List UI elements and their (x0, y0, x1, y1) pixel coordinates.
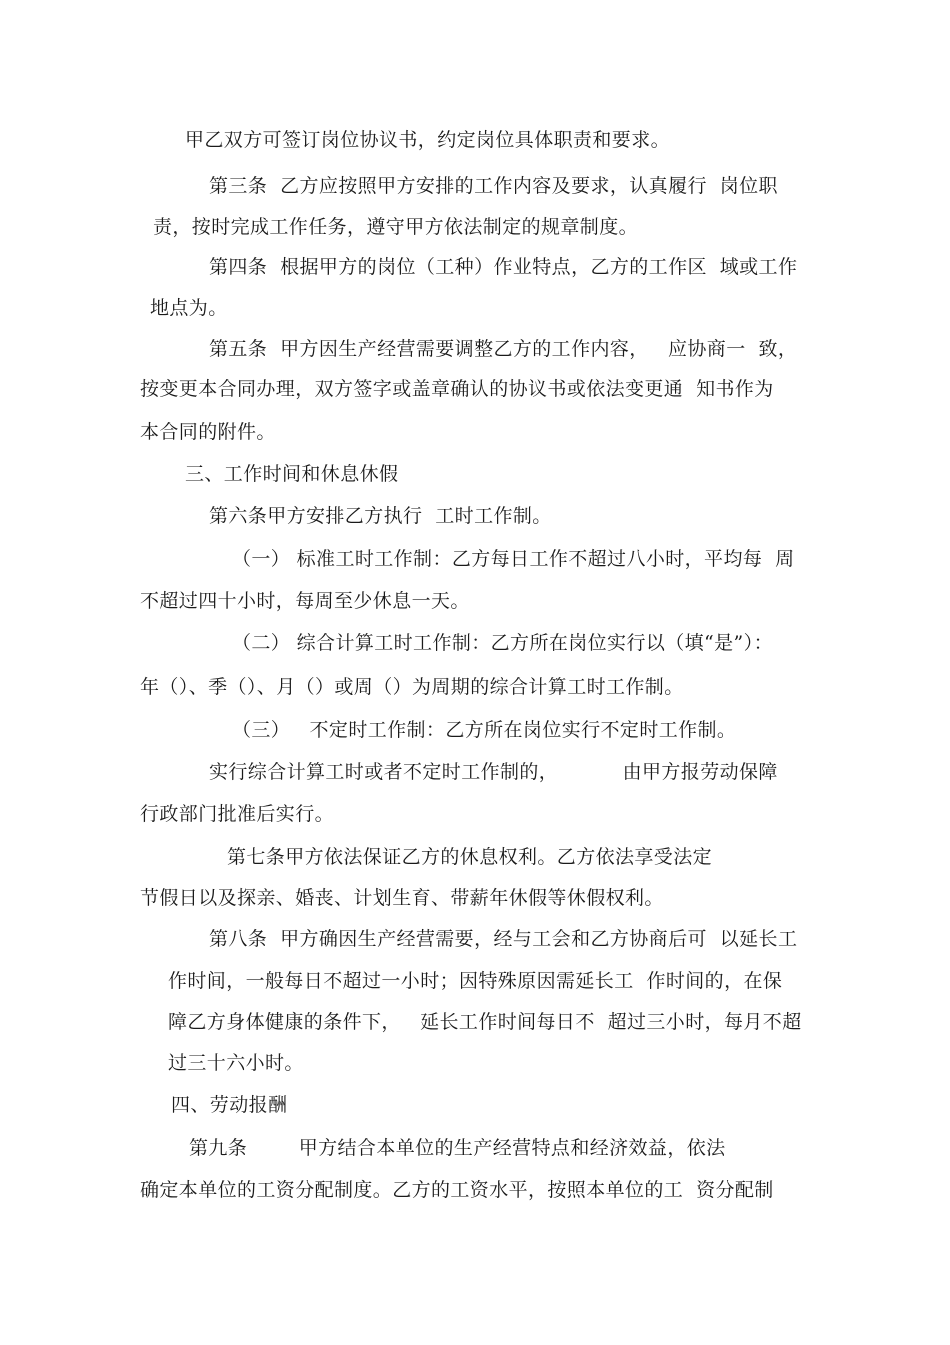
text-line: 过三十六小时。 (168, 1052, 304, 1074)
text-line: 障乙方身体健康的条件下， 延长工作时间每日不 超过三小时，每月不超 (168, 1011, 802, 1033)
section-heading: 四、劳动报酬 (171, 1094, 288, 1116)
text-line: 第九条 甲方结合本单位的生产经营特点和经济效益，依法 (189, 1137, 726, 1159)
text-line: 甲乙双方可签订岗位协议书，约定岗位具体职责和要求。 (185, 129, 671, 151)
text-line: 第六条甲方安排乙方执行 工时工作制。 (209, 505, 552, 527)
text-line: 第三条 乙方应按照甲方安排的工作内容及要求，认真履行 岗位职 (209, 175, 778, 197)
text-line: 实行综合计算工时或者不定时工作制的， 由甲方报劳动保障 (209, 761, 778, 783)
text-line: （二） 综合计算工时工作制：乙方所在岗位实行以（填“是”）： (232, 632, 773, 654)
section-heading: 三、工作时间和休息休假 (185, 463, 399, 485)
text-line: （三） 不定时工作制：乙方所在岗位实行不定时工作制。 (232, 719, 737, 741)
text-line: 作时间，一般每日不超过一小时；因特殊原因需延长工 作时间的，在保 (168, 970, 783, 992)
text-line: 责，按时完成工作任务，遵守甲方依法制定的规章制度。 (153, 216, 639, 238)
text-line: 不超过四十小时，每周至少休息一天。 (140, 590, 470, 612)
text-line: 第四条 根据甲方的岗位（工种）作业特点，乙方的工作区 域或工作 (209, 256, 798, 278)
text-line: 年（）、季（）、月（）或周（）为周期的综合计算工时工作制。 (140, 676, 684, 698)
text-line: 第八条 甲方确因生产经营需要，经与工会和乙方协商后可 以延长工 (209, 928, 798, 950)
text-line: 本合同的附件。 (140, 421, 276, 443)
text-line: 第五条 甲方因生产经营需要调整乙方的工作内容， 应协商一 致， (209, 338, 798, 360)
text-line: 确定本单位的工资分配制度。乙方的工资水平，按照本单位的工 资分配制 (140, 1179, 774, 1201)
text-line: 节假日以及探亲、婚丧、计划生育、带薪年休假等休假权利。 (140, 887, 664, 909)
text-line: 地点为。 (150, 297, 228, 319)
text-line: 按变更本合同办理，双方签字或盖章确认的协议书或依法变更通 知书作为 (140, 378, 774, 400)
text-line: 行政部门批准后实行。 (140, 803, 335, 825)
text-line: 第七条甲方依法保证乙方的休息权利。乙方依法享受法定 (227, 846, 713, 868)
text-line: （一） 标准工时工作制：乙方每日工作不超过八小时，平均每 周 (232, 548, 795, 570)
